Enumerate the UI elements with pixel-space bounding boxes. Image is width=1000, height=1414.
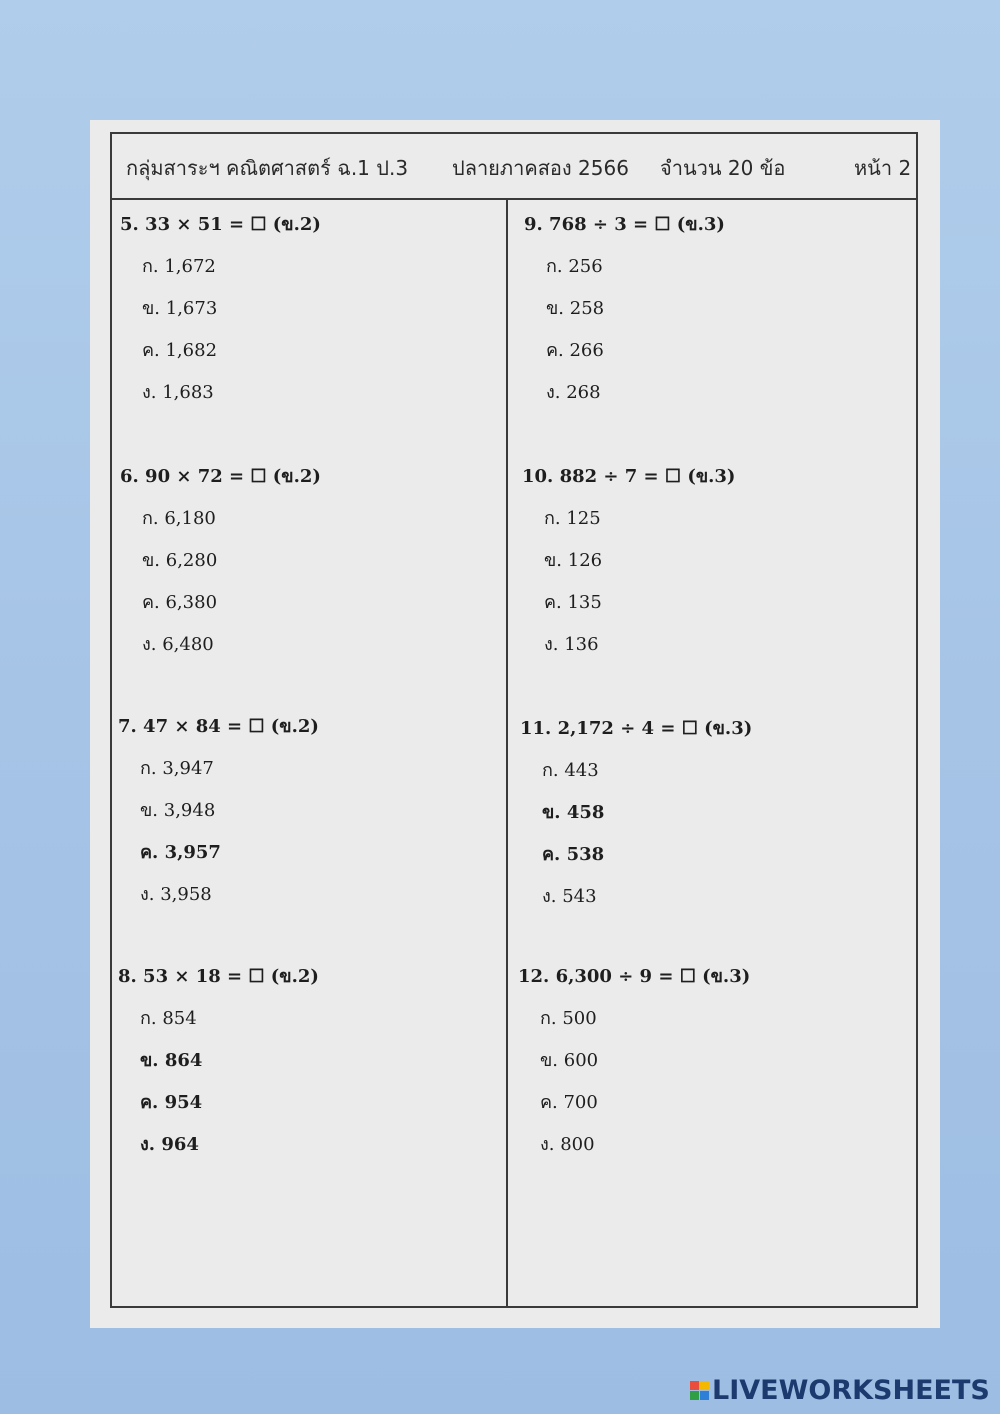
question-9 [524,214,725,403]
option-c: ค. 954 [140,1092,203,1113]
question-stem: 10. 882 ÷ 7 = ☐ (ข.3) [522,466,736,487]
option-b: ข. 1,673 [142,298,218,319]
exam-frame [110,132,918,1308]
option-b: ข. 458 [542,802,605,823]
option-d: ง. 543 [542,886,597,907]
worksheet-paper [90,120,940,1328]
question-12 [518,966,751,1155]
option-c: ค. 538 [542,844,605,865]
header-subject: กลุ่มสาระฯ คณิตศาสตร์ ฉ.1 ป.3 [126,156,409,180]
option-c: ค. 6,380 [142,592,218,613]
option-c: ค. 135 [544,592,602,613]
question-11 [520,718,753,907]
option-a: ก. 3,947 [140,758,214,779]
question-10 [522,466,736,655]
question-6 [120,466,321,655]
option-a: ก. 6,180 [142,508,216,529]
option-a: ก. 1,672 [142,256,216,277]
option-b: ข. 6,280 [142,550,218,571]
question-stem: 9. 768 ÷ 3 = ☐ (ข.3) [524,214,725,235]
option-c: ค. 266 [546,340,604,361]
option-b: ข. 258 [546,298,605,319]
logo-mark-icon [690,1381,709,1400]
option-d: ง. 3,958 [140,884,212,905]
option-d: ง. 1,683 [142,382,214,403]
option-a: ก. 125 [544,508,601,529]
option-d: ง. 268 [546,382,601,403]
option-a: ก. 854 [140,1008,197,1029]
question-stem: 6. 90 × 72 = ☐ (ข.2) [120,466,321,487]
question-stem: 11. 2,172 ÷ 4 = ☐ (ข.3) [520,718,753,739]
header-count: จำนวน 20 ข้อ [660,156,786,180]
option-d: ง. 6,480 [142,634,214,655]
option-b: ข. 600 [540,1050,599,1071]
option-a: ก. 256 [546,256,603,277]
option-d: ง. 136 [544,634,599,655]
logo-text: LIVEWORKSHEETS [712,1374,990,1406]
option-b: ข. 126 [544,550,603,571]
question-7 [118,716,319,905]
header-page: หน้า 2 [854,156,912,180]
liveworksheets-logo[interactable] [690,1374,990,1406]
question-stem: 7. 47 × 84 = ☐ (ข.2) [118,716,319,737]
question-8 [118,966,319,1155]
option-d: ง. 964 [140,1134,199,1155]
question-5 [120,214,321,403]
question-stem: 5. 33 × 51 = ☐ (ข.2) [120,214,321,235]
column-divider [506,198,508,1308]
option-c: ค. 3,957 [140,842,221,863]
option-c: ค. 700 [540,1092,598,1113]
option-b: ข. 864 [140,1050,203,1071]
option-b: ข. 3,948 [140,800,216,821]
option-a: ก. 443 [542,760,599,781]
header-term: ปลายภาคสอง 2566 [452,156,629,180]
exam-header [112,134,916,200]
option-d: ง. 800 [540,1134,595,1155]
question-stem: 8. 53 × 18 = ☐ (ข.2) [118,966,319,987]
question-stem: 12. 6,300 ÷ 9 = ☐ (ข.3) [518,966,751,987]
option-a: ก. 500 [540,1008,597,1029]
option-c: ค. 1,682 [142,340,218,361]
